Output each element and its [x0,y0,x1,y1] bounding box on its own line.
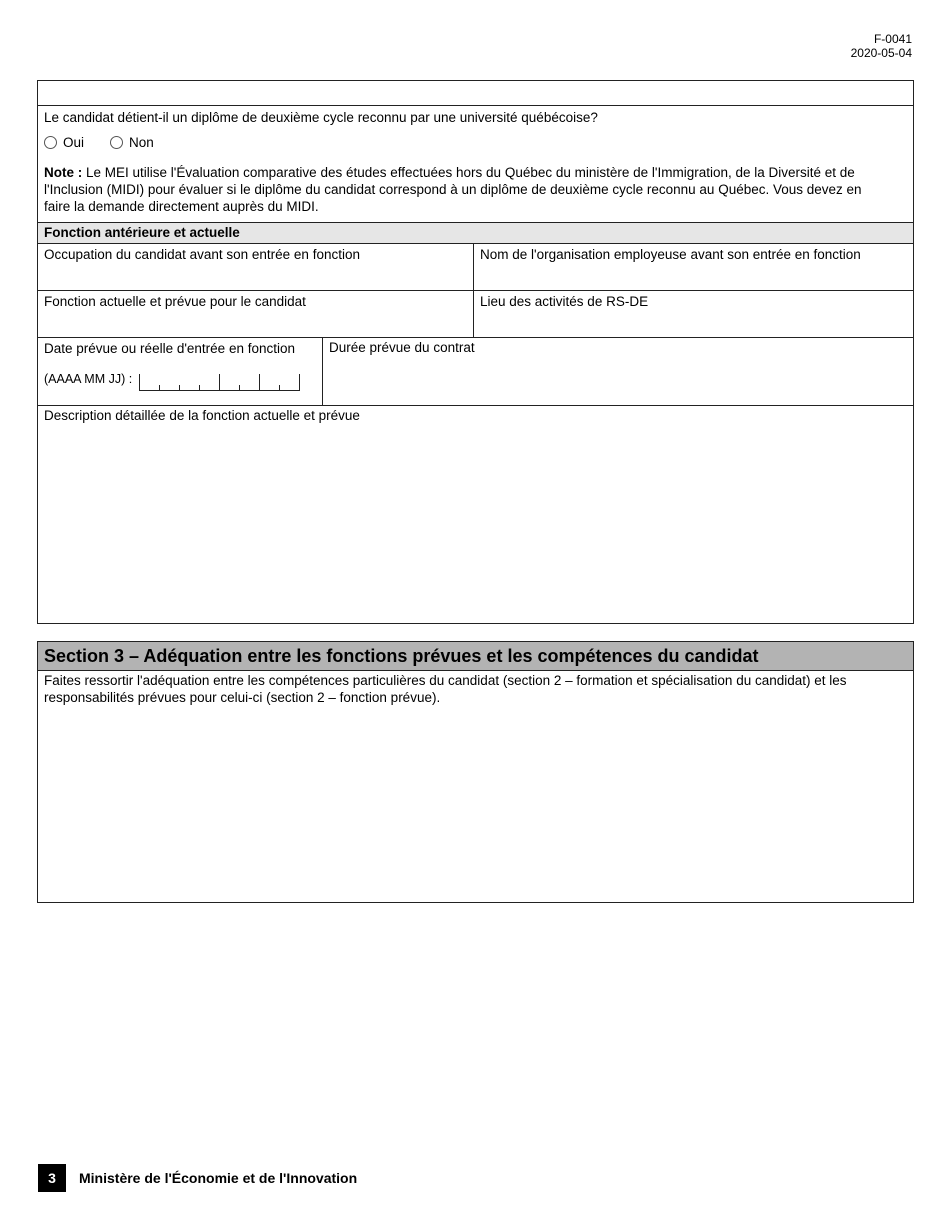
description-textarea[interactable] [40,428,910,620]
date-tick [139,374,140,390]
date-tick [219,374,220,390]
start-date-label: Date prévue ou réelle d'entrée en fonction [44,341,295,356]
note-line-2: l'Inclusion (MIDI) pour évaluer si le diplôme du candidat correspond à un diplôme de deuxième cycle reconnu au Québec. Vous devez en [44,182,862,197]
date-tick [239,385,240,390]
section3-instruction-2: responsabilités prévues pour celui-ci (section 2 – fonction prévue). [44,690,441,705]
radio-no-label: Non [129,135,154,150]
page-number: 3 [38,1164,66,1192]
radio-yes-label: Oui [63,135,85,150]
description-label: Description détaillée de la fonction actuelle et prévue [44,408,360,423]
diploma-question: Le candidat détient-il un diplôme de deuxième cycle reconnu par une université québécoise? [44,110,598,125]
radio-yes[interactable] [44,135,84,151]
form-code [851,32,912,60]
section3-heading: Section 3 – Adéquation entre les fonctions prévues et les compétences du candidat [38,642,913,670]
note-text-1: Le MEI utilise l'Évaluation comparative des études effectuées hors du Québec du ministère de l'Immigration, de la Diversité et de [82,165,855,180]
divider [37,290,914,291]
radio-yes-circle[interactable] [44,136,57,149]
form-date: 2020-05-04 [850,46,912,60]
date-tick [159,385,160,390]
divider [37,670,914,671]
prior-employer-label: Nom de l'organisation employeuse avant son entrée en fonction [480,247,861,262]
date-tick [179,385,180,390]
rsde-location-label: Lieu des activités de RS-DE [480,294,649,309]
divider [37,337,914,338]
section3-instruction-1: Faites ressortir l'adéquation entre les compétences particulières du candidat (section 2 – formation et spécialisation du candidat) et les [44,673,847,688]
note-line-3: faire la demande directement auprès du MIDI. [44,199,319,214]
prior-occupation-label: Occupation du candidat avant son entrée en fonction [44,247,360,262]
date-format-label: (AAAA MM JJ) : [44,372,133,386]
radio-no[interactable] [110,135,154,151]
contract-duration-label: Durée prévue du contrat [329,340,475,355]
form-number: F-0041 [873,32,912,46]
date-tick [299,374,300,390]
ministry-name: Ministère de l'Économie et de l'Innovation [79,1170,358,1186]
divider [37,405,914,406]
start-date-input[interactable] [139,374,300,391]
section3-textarea[interactable] [40,710,910,898]
divider [37,243,914,244]
date-tick [279,385,280,390]
column-divider [322,337,323,405]
note-line-1 [44,165,855,181]
date-tick [199,385,200,390]
radio-no-circle[interactable] [110,136,123,149]
note-label: Note : [44,165,83,180]
divider [37,105,914,106]
date-tick [259,374,260,390]
current-function-label: Fonction actuelle et prévue pour le candidat [44,294,306,309]
function-subheading: Fonction antérieure et actuelle [38,223,913,243]
